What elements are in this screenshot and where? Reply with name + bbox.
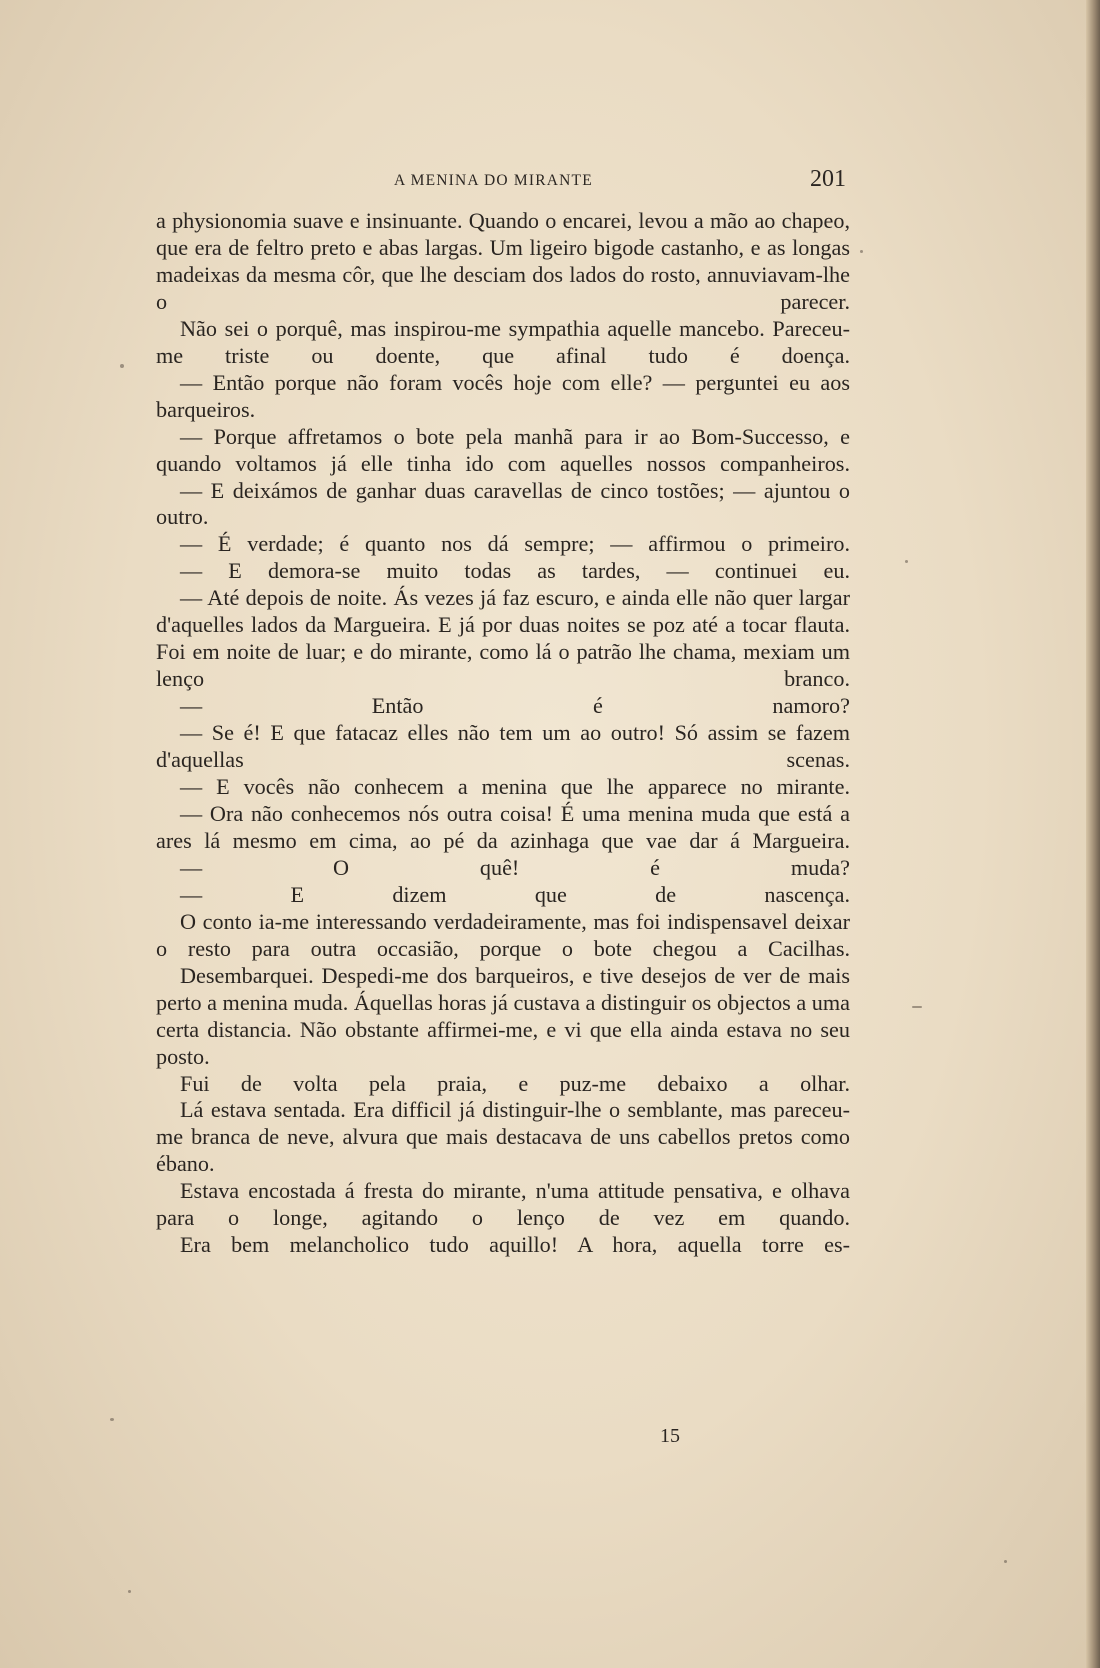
running-title: A MENINA DO MIRANTE [394,172,593,189]
paragraph: — E demora-se muito todas as tardes, — continuei eu. [180,558,850,584]
paragraph: Não sei o porquê, mas inspirou-me sympathia aquelle mancebo. Pareceu-me triste ou doente, que afinal tudo é doença. [156,315,850,368]
paragraph: — Então é namoro? [180,693,850,719]
paragraph: — E vocês não conhecem a menina que lhe apparece no mirante. [180,774,850,800]
paragraph: — É verdade; é quanto nos dá sempre; — affirmou o primeiro. [180,531,850,557]
paragraph: — Então porque não foram vocês hoje com elle? — perguntei eu aos barqueiros. [156,369,850,422]
paragraph: — Se é! E que fatacaz elles não tem um ao outro! Só assim se fazem d'aquellas scenas. [156,720,850,773]
paragraph: a physionomia suave e insinuante. Quando o encarei, levou a mão ao chapeo, que era de feltro preto e abas largas. Um ligeiro bigode castanho, e as longas madeixas da mesma côr, que lhe desciam dos lados do rosto, annuviavam-lhe o parecer. [156,208,850,314]
paragraph: — E dizem que de nascença. [180,881,850,907]
body-text [156,208,850,1259]
paragraph: Estava encostada á fresta do mirante, n'uma attitude pensativa, e olhava para o longe, agitando o lenço de vez em quando. [156,1178,850,1231]
scan-speck [1004,1560,1007,1563]
scan-speck [128,1590,131,1593]
scan-speck [120,364,124,368]
paragraph: Fui de volta pela praia, e puz-me debaixo a olhar. [180,1070,850,1096]
paragraph: Era bem melancholico tudo aquillo! A hora, aquella torre es- [180,1232,850,1258]
paragraph: — O quê! é muda? [180,854,850,880]
paragraph: — Até depois de noite. Ás vezes já faz escuro, e ainda elle não quer largar d'aquelles lados da Margueira. E já por duas noites se poz até a tocar flauta. Foi em noite de luar; e do mirante, como lá o patrão lhe chama, mexiam um lenço branco. [156,585,850,692]
page-header [156,166,850,196]
paragraph: — Porque affretamos o bote pela manhã para ir ao Bom-Successo, e quando voltamos já elle tinha ido com aquelles nossos companheiros. [156,423,850,476]
book-page-edge [1086,0,1100,1668]
paragraph: — Ora não conhecemos nós outra coisa! É uma menina muda que está a ares lá mesmo em cima, ao pé da azinhaga que vae dar á Margueira. [156,800,850,853]
scan-speck [912,1006,922,1008]
scan-speck [905,560,908,563]
page-number: 201 [810,166,846,192]
paragraph: Desembarquei. Despedi-me dos barqueiros, e tive desejos de ver de mais perto a menina muda. Áquellas horas já custava a distinguir os objectos a uma certa distancia. Não obstante affirmei-me, e vi que ella ainda estava no seu posto. [156,962,850,1069]
paragraph: O conto ia-me interessando verdadeiramente, mas foi indispensavel deixar o resto para outra occasião, porque o bote chegou a Cacilhas. [156,908,850,961]
scan-speck [860,250,863,253]
paragraph: Lá estava sentada. Era difficil já distinguir-lhe o semblante, mas pareceu-me branca de neve, alvura que mais destacava de uns cabellos pretos como ébano. [156,1097,850,1177]
paragraph: — E deixámos de ganhar duas caravellas de cinco tostões; — ajuntou o outro. [156,477,850,530]
scan-speck [110,1418,114,1421]
signature-mark: 15 [660,1425,680,1447]
